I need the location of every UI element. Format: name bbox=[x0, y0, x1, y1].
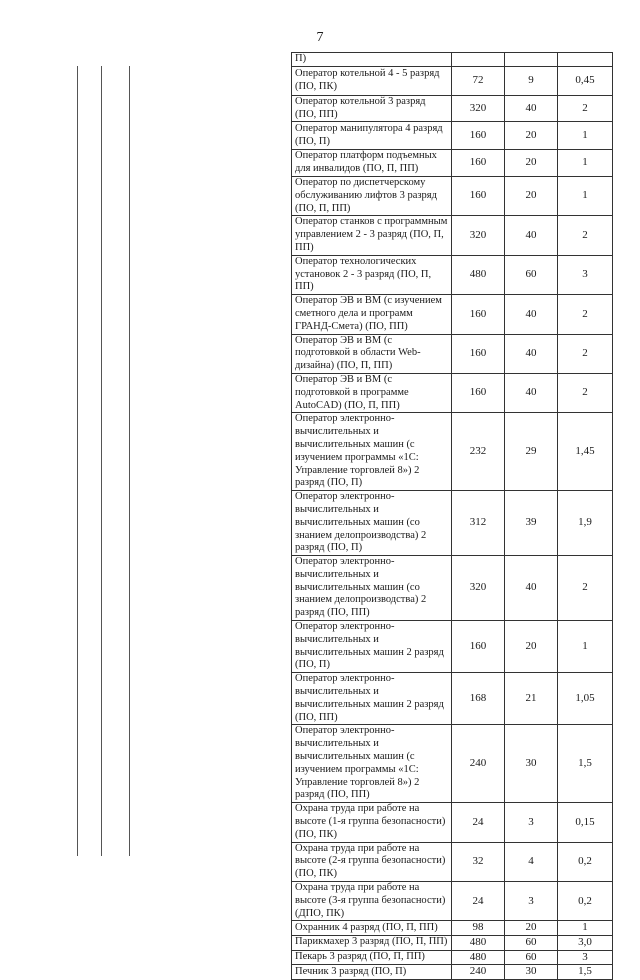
program-name-cell: Оператор электронно-вычислительных и вычислительных машин (со знанием делопроизводства) 2 разряд (ПО, ПП) bbox=[292, 556, 452, 621]
table-row bbox=[292, 95, 613, 122]
months-cell: 0,2 bbox=[558, 882, 613, 921]
months-cell: 1,9 bbox=[558, 491, 613, 556]
weeks-cell: 39 bbox=[505, 491, 558, 556]
program-name-cell: Оператор электронно-вычислительных и вычислительных машин (со знанием делопроизводства) 2 разряд (ПО, П) bbox=[292, 491, 452, 556]
months-cell: 1,5 bbox=[558, 725, 613, 803]
weeks-cell: 40 bbox=[505, 216, 558, 255]
weeks-cell: 30 bbox=[505, 965, 558, 979]
weeks-cell: 60 bbox=[505, 255, 558, 294]
months-cell: 1 bbox=[558, 921, 613, 935]
months-cell: 2 bbox=[558, 216, 613, 255]
program-name-cell: Оператор манипулятора 4 разряд (ПО, П) bbox=[292, 122, 452, 150]
weeks-cell bbox=[505, 53, 558, 67]
weeks-cell: 40 bbox=[505, 373, 558, 412]
program-name-cell: Охрана труда при работе на высоте (1-я группа безопасности) (ПО, ПК) bbox=[292, 803, 452, 842]
months-cell: 0,45 bbox=[558, 66, 613, 95]
hours-cell: 480 bbox=[452, 950, 505, 964]
hours-cell: 32 bbox=[452, 842, 505, 881]
program-name-cell: Оператор технологических установок 2 - 3 разряд (ПО, П, ПП) bbox=[292, 255, 452, 294]
weeks-cell: 21 bbox=[505, 673, 558, 725]
column-line-3 bbox=[129, 66, 130, 856]
weeks-cell: 20 bbox=[505, 150, 558, 177]
program-name-cell: Оператор платформ подъемных для инвалидов (ПО, П, ПП) bbox=[292, 150, 452, 177]
hours-cell: 240 bbox=[452, 725, 505, 803]
months-cell: 1,45 bbox=[558, 413, 613, 491]
table-row bbox=[292, 950, 613, 964]
months-cell: 3 bbox=[558, 950, 613, 964]
table-row bbox=[292, 413, 613, 491]
program-name-cell: Оператор электронно-вычислительных и вычислительных машин (с изучением программы «1С: Управление торговлей 8») 2 разряд (ПО, ПП) bbox=[292, 725, 452, 803]
hours-cell: 312 bbox=[452, 491, 505, 556]
weeks-cell: 20 bbox=[505, 621, 558, 673]
hours-cell: 24 bbox=[452, 882, 505, 921]
months-cell: 1 bbox=[558, 150, 613, 177]
program-name-cell: Оператор электронно-вычислительных и вычислительных машин 2 разряд (ПО, ПП) bbox=[292, 673, 452, 725]
weeks-cell: 40 bbox=[505, 295, 558, 334]
column-line-1 bbox=[77, 66, 78, 856]
hours-cell: 320 bbox=[452, 216, 505, 255]
table-row bbox=[292, 556, 613, 621]
program-name-cell: Пекарь 3 разряд (ПО, П, ПП) bbox=[292, 950, 452, 964]
hours-cell: 24 bbox=[452, 803, 505, 842]
months-cell: 2 bbox=[558, 95, 613, 122]
hours-cell bbox=[452, 53, 505, 67]
months-cell: 2 bbox=[558, 373, 613, 412]
table-row bbox=[292, 842, 613, 881]
weeks-cell: 20 bbox=[505, 176, 558, 215]
table-row bbox=[292, 53, 613, 67]
weeks-cell: 3 bbox=[505, 803, 558, 842]
table-row bbox=[292, 491, 613, 556]
table-row bbox=[292, 66, 613, 95]
hours-cell: 480 bbox=[452, 935, 505, 950]
table-row bbox=[292, 334, 613, 373]
table-row bbox=[292, 122, 613, 150]
months-cell: 0,15 bbox=[558, 803, 613, 842]
programs-table bbox=[291, 52, 613, 980]
months-cell: 1,5 bbox=[558, 965, 613, 979]
weeks-cell: 60 bbox=[505, 935, 558, 950]
hours-cell: 168 bbox=[452, 673, 505, 725]
hours-cell: 320 bbox=[452, 556, 505, 621]
months-cell: 1,05 bbox=[558, 673, 613, 725]
hours-cell: 72 bbox=[452, 66, 505, 95]
table-row bbox=[292, 176, 613, 215]
table-row bbox=[292, 965, 613, 979]
hours-cell: 160 bbox=[452, 150, 505, 177]
hours-cell: 320 bbox=[452, 95, 505, 122]
hours-cell: 480 bbox=[452, 255, 505, 294]
table-row bbox=[292, 295, 613, 334]
table-row bbox=[292, 882, 613, 921]
table-row bbox=[292, 673, 613, 725]
months-cell: 1 bbox=[558, 176, 613, 215]
months-cell: 1 bbox=[558, 122, 613, 150]
program-name-cell: П) bbox=[292, 53, 452, 67]
months-cell: 2 bbox=[558, 556, 613, 621]
program-name-cell: Оператор станков с программным управлением 2 - 3 разряд (ПО, П, ПП) bbox=[292, 216, 452, 255]
column-line-2 bbox=[101, 66, 102, 856]
weeks-cell: 3 bbox=[505, 882, 558, 921]
months-cell: 0,2 bbox=[558, 842, 613, 881]
hours-cell: 160 bbox=[452, 295, 505, 334]
table-row bbox=[292, 621, 613, 673]
table-row bbox=[292, 373, 613, 412]
table-row bbox=[292, 921, 613, 935]
hours-cell: 160 bbox=[452, 334, 505, 373]
weeks-cell: 30 bbox=[505, 725, 558, 803]
program-name-cell: Оператор электронно-вычислительных и вычислительных машин 2 разряд (ПО, П) bbox=[292, 621, 452, 673]
hours-cell: 160 bbox=[452, 122, 505, 150]
weeks-cell: 40 bbox=[505, 334, 558, 373]
weeks-cell: 40 bbox=[505, 95, 558, 122]
hours-cell: 160 bbox=[452, 176, 505, 215]
program-name-cell: Оператор по диспетчерскому обслуживанию лифтов 3 разряд (ПО, П, ПП) bbox=[292, 176, 452, 215]
hours-cell: 160 bbox=[452, 373, 505, 412]
table-row bbox=[292, 150, 613, 177]
weeks-cell: 60 bbox=[505, 950, 558, 964]
weeks-cell: 20 bbox=[505, 122, 558, 150]
table-row bbox=[292, 935, 613, 950]
months-cell: 3,0 bbox=[558, 935, 613, 950]
table-row bbox=[292, 216, 613, 255]
months-cell bbox=[558, 53, 613, 67]
program-name-cell: Печник 3 разряд (ПО, П) bbox=[292, 965, 452, 979]
program-name-cell: Охрана труда при работе на высоте (3-я группа безопасности) (ДПО, ПК) bbox=[292, 882, 452, 921]
program-name-cell: Оператор котельной 4 - 5 разряд (ПО, ПК) bbox=[292, 66, 452, 95]
weeks-cell: 20 bbox=[505, 921, 558, 935]
program-name-cell: Оператор электронно-вычислительных и вычислительных машин (с изучением программы «1С: Управление торговлей 8») 2 разряд (ПО, П) bbox=[292, 413, 452, 491]
program-name-cell: Парикмахер 3 разряд (ПО, П, ПП) bbox=[292, 935, 452, 950]
page-number: 7 bbox=[316, 30, 324, 45]
hours-cell: 160 bbox=[452, 621, 505, 673]
weeks-cell: 29 bbox=[505, 413, 558, 491]
program-name-cell: Охрана труда при работе на высоте (2-я группа безопасности) (ПО, ПК) bbox=[292, 842, 452, 881]
weeks-cell: 4 bbox=[505, 842, 558, 881]
months-cell: 1 bbox=[558, 621, 613, 673]
hours-cell: 232 bbox=[452, 413, 505, 491]
program-name-cell: Оператор котельной 3 разряд (ПО, ПП) bbox=[292, 95, 452, 122]
table-row bbox=[292, 255, 613, 294]
months-cell: 2 bbox=[558, 334, 613, 373]
program-name-cell: Оператор ЭВ и ВМ (с подготовкой в области Web-дизайна) (ПО, П, ПП) bbox=[292, 334, 452, 373]
weeks-cell: 9 bbox=[505, 66, 558, 95]
table-row bbox=[292, 803, 613, 842]
program-name-cell: Оператор ЭВ и ВМ (с подготовкой в программе AutoCAD) (ПО, П, ПП) bbox=[292, 373, 452, 412]
table-row bbox=[292, 725, 613, 803]
months-cell: 2 bbox=[558, 295, 613, 334]
program-name-cell: Охранник 4 разряд (ПО, П, ПП) bbox=[292, 921, 452, 935]
hours-cell: 98 bbox=[452, 921, 505, 935]
months-cell: 3 bbox=[558, 255, 613, 294]
hours-cell: 240 bbox=[452, 965, 505, 979]
program-name-cell: Оператор ЭВ и ВМ (с изучением сметного дела и программ ГРАНД-Смета) (ПО, ПП) bbox=[292, 295, 452, 334]
weeks-cell: 40 bbox=[505, 556, 558, 621]
